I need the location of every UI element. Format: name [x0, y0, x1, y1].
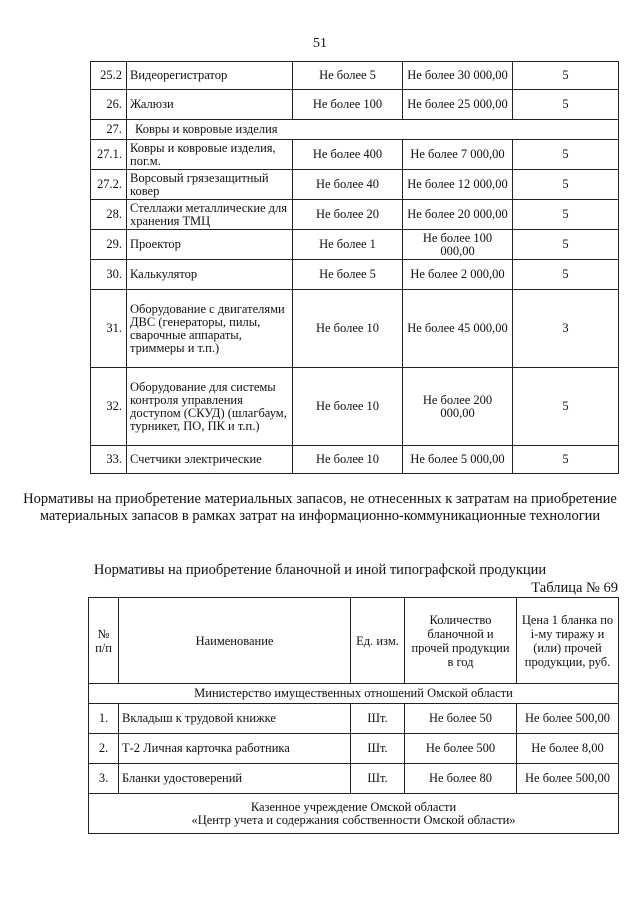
- row-unit: Шт.: [351, 764, 405, 794]
- page-number: 51: [313, 36, 327, 51]
- row-years: 5: [513, 170, 619, 200]
- norms-heading-printing: Нормативы на приобретение бланочной и иной типографской продукции: [93, 562, 547, 578]
- row-name: Оборудование для системы контроля управления доступом (СКУД) (шлагбаум, турникет, ПО, ПК и т.п.): [127, 368, 293, 446]
- row-quantity: Не более 500: [405, 734, 517, 764]
- row-years: 5: [513, 260, 619, 290]
- row-years: 5: [513, 140, 619, 170]
- row-number: 2.: [89, 734, 119, 764]
- norms-heading-line: Нормативы на приобретение материальных запасов, не отнесенных к затратам на приобретение материальных запасов в рамках затрат на информационно-коммуникационные технологии: [23, 491, 617, 524]
- row-price: Не более 2 000,00: [403, 260, 513, 290]
- row-number: 33.: [91, 446, 127, 474]
- row-years: 5: [513, 62, 619, 90]
- row-name: Ковры и ковровые изделия, пог.м.: [127, 140, 293, 170]
- table-row: [91, 260, 619, 290]
- row-price: Не более 100 000,00: [403, 230, 513, 260]
- row-quantity: Не более 10: [293, 446, 403, 474]
- row-number: 32.: [91, 368, 127, 446]
- row-number: 28.: [91, 200, 127, 230]
- table-row: [91, 290, 619, 368]
- row-name: Стеллажи металлические для хранения ТМЦ: [127, 200, 293, 230]
- table-row: [91, 90, 619, 120]
- row-quantity: Не более 5: [293, 62, 403, 90]
- row-price: Не более 5 000,00: [403, 446, 513, 474]
- row-name: Бланки удостоверений: [119, 764, 351, 794]
- table-row: [91, 368, 619, 446]
- table-row: [91, 140, 619, 170]
- row-quantity: Не более 1: [293, 230, 403, 260]
- row-name: Калькулятор: [127, 260, 293, 290]
- table-row: [91, 230, 619, 260]
- table-row: [89, 704, 619, 734]
- header-num: № п/п: [89, 598, 119, 684]
- row-number: 1.: [89, 704, 119, 734]
- table-row: [91, 62, 619, 90]
- printing-table: [88, 597, 619, 834]
- table-row: [91, 200, 619, 230]
- row-quantity: Не более 50: [405, 704, 517, 734]
- row-years: 5: [513, 90, 619, 120]
- header-unit: Ед. изм.: [351, 598, 405, 684]
- table-row: [91, 446, 619, 474]
- row-number: 26.: [91, 90, 127, 120]
- section-institution: [89, 794, 619, 834]
- row-number: 27.1.: [91, 140, 127, 170]
- row-name: Вкладыш к трудовой книжке: [119, 704, 351, 734]
- header-price: Цена 1 бланка по i-му тиражу и (или) прочей продукции, руб.: [517, 598, 619, 684]
- row-number: 31.: [91, 290, 127, 368]
- row-name: Видеорегистратор: [127, 62, 293, 90]
- row-price: Не более 45 000,00: [403, 290, 513, 368]
- row-number: 27.2.: [91, 170, 127, 200]
- row-name: Проектор: [127, 230, 293, 260]
- row-name: Ворсовый грязезащитный ковер: [127, 170, 293, 200]
- row-years: 5: [513, 200, 619, 230]
- row-quantity: Не более 100: [293, 90, 403, 120]
- row-unit: Шт.: [351, 704, 405, 734]
- row-years: 5: [513, 368, 619, 446]
- row-number: 25.2: [91, 62, 127, 90]
- row-price: Не более 30 000,00: [403, 62, 513, 90]
- row-number: 27.: [91, 120, 127, 140]
- row-price: Не более 200 000,00: [403, 368, 513, 446]
- row-number: 3.: [89, 764, 119, 794]
- row-price: Не более 20 000,00: [403, 200, 513, 230]
- row-quantity: Не более 10: [293, 368, 403, 446]
- row-quantity: Не более 80: [405, 764, 517, 794]
- row-name: Счетчики электрические: [127, 446, 293, 474]
- section-ministry: Министерство имущественных отношений Омской области: [89, 684, 619, 704]
- row-name: Оборудование с двигателями ДВС (генераторы, пилы, сварочные аппараты, триммеры и т.п.): [127, 290, 293, 368]
- row-quantity: Не более 20: [293, 200, 403, 230]
- norms-heading-materials: [0, 491, 640, 525]
- row-price: Не более 25 000,00: [403, 90, 513, 120]
- row-name: Т-2 Личная карточка работника: [119, 734, 351, 764]
- materials-table: [90, 61, 619, 474]
- table-number: Таблица № 69: [531, 580, 618, 596]
- table-row: [89, 764, 619, 794]
- table-row: [89, 734, 619, 764]
- row-price: Не более 500,00: [517, 704, 619, 734]
- row-price: Не более 7 000,00: [403, 140, 513, 170]
- row-number: 30.: [91, 260, 127, 290]
- table-row: [91, 120, 619, 140]
- row-quantity: Не более 40: [293, 170, 403, 200]
- table-row: [91, 170, 619, 200]
- row-price: Не более 12 000,00: [403, 170, 513, 200]
- section-institution-line2: «Центр учета и содержания собственности Омской области»: [191, 812, 516, 827]
- row-quantity: Не более 10: [293, 290, 403, 368]
- row-unit: Шт.: [351, 734, 405, 764]
- header-qty: Количество бланочной и прочей продукции в год: [405, 598, 517, 684]
- row-years: 5: [513, 230, 619, 260]
- row-price: Не более 8,00: [517, 734, 619, 764]
- section-institution-line1: Казенное учреждение Омской области: [250, 799, 457, 814]
- row-years: 5: [513, 446, 619, 474]
- row-quantity: Не более 5: [293, 260, 403, 290]
- row-name: Ковры и ковровые изделия: [127, 120, 619, 140]
- row-quantity: Не более 400: [293, 140, 403, 170]
- header-name: Наименование: [119, 598, 351, 684]
- row-name: Жалюзи: [127, 90, 293, 120]
- row-number: 29.: [91, 230, 127, 260]
- row-price: Не более 500,00: [517, 764, 619, 794]
- row-years: 3: [513, 290, 619, 368]
